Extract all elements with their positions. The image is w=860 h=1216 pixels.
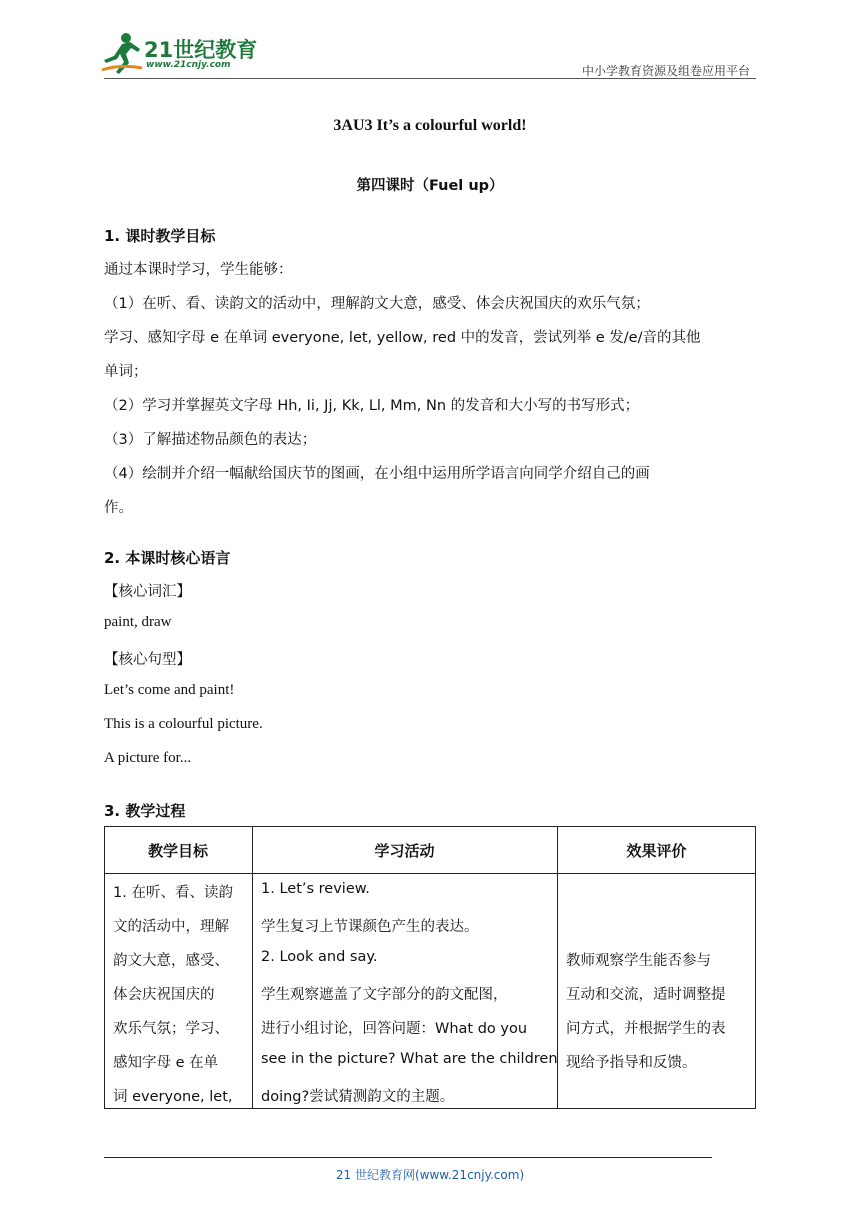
activity-cell-line: 1. Let’s review.: [261, 881, 370, 897]
section3-heading: 3. 教学过程: [104, 802, 186, 820]
site-logo: [100, 30, 270, 78]
table-header-goal: 教学目标: [147, 842, 208, 860]
section1-line: 通过本课时学习，学生能够：: [104, 262, 293, 278]
section1-line: （2）学习并掌握英文字母 Hh, Ii, Jj, Kk, Ll, Mm, Nn 的发音和大小写的书写形式；: [104, 398, 640, 414]
table-border: [104, 826, 105, 1109]
logo-url: www.21cnjy.com: [146, 60, 231, 70]
activity-cell-line: 进行小组讨论，回答问题：What do you: [261, 1021, 528, 1037]
core-sentence: This is a colourful picture.: [104, 716, 263, 732]
activity-cell-line: see in the picture? What are the children: [261, 1051, 558, 1067]
runner-icon: [100, 30, 144, 76]
evaluation-cell-line: 现给予指导和反馈。: [566, 1055, 697, 1071]
table-border: [755, 826, 756, 1109]
activity-cell-line: 学生观察遮盖了文字部分的韵文配图，: [261, 987, 508, 1003]
section1-line: （4）绘制并介绍一幅献给国庆节的图画，在小组中运用所学语言向同学介绍自己的画: [104, 466, 650, 482]
teaching-process-table: [104, 826, 756, 1109]
table-border: [104, 826, 756, 827]
goal-cell-line: 1. 在听、看、读韵: [113, 885, 233, 901]
activity-cell-line: doing?尝试猜测韵文的主题。: [261, 1089, 455, 1105]
header-platform-text: 中小学教育资源及组卷应用平台: [581, 64, 750, 78]
goal-cell-line: 韵文大意，感受、: [113, 953, 229, 969]
section1-line: 作。: [104, 500, 133, 516]
logo-text: 21世纪教育: [144, 38, 258, 62]
evaluation-cell-line: 问方式，并根据学生的表: [566, 1021, 726, 1037]
core-vocab: paint, draw: [104, 614, 172, 630]
section1-line: （3）了解描述物品颜色的表达；: [104, 432, 317, 448]
table-header-evaluation: 效果评价: [626, 842, 687, 860]
goal-cell-line: 词 everyone, let,: [113, 1089, 233, 1105]
activity-cell-line: 学生复习上节课颜色产生的表达。: [261, 919, 479, 935]
activity-cell-line: 2. Look and say.: [261, 949, 378, 965]
core-sentence: A picture for...: [104, 750, 192, 766]
footer-divider: [104, 1157, 712, 1158]
table-border: [104, 873, 756, 874]
section1-line: （1）在听、看、读韵文的活动中，理解韵文大意，感受、体会庆祝国庆的欢乐气氛；: [104, 296, 650, 312]
goal-cell-line: 欢乐气氛；学习、: [113, 1021, 229, 1037]
goal-cell-line: 感知字母 e 在单: [113, 1055, 219, 1071]
goal-cell-line: 体会庆祝国庆的: [113, 987, 215, 1003]
section2-heading: 2. 本课时核心语言: [104, 549, 231, 567]
evaluation-cell-line: 互动和交流，适时调整提: [566, 987, 726, 1003]
page-subtitle: 第四课时（Fuel up）: [356, 178, 504, 194]
footer-link[interactable]: 21 世纪教育网(www.21cnjy.com): [335, 1168, 525, 1182]
page-title: 3AU3 It’s a colourful world!: [333, 117, 527, 134]
core-sentence-label: 【核心句型】: [104, 652, 191, 668]
evaluation-cell-line: 教师观察学生能否参与: [566, 953, 711, 969]
section1-heading: 1. 课时教学目标: [104, 227, 216, 245]
header-divider: [104, 78, 756, 79]
section1-line: 学习、感知字母 e 在单词 everyone, let, yellow, red 中的发音，尝试列举 e 发/e/音的其他: [104, 330, 701, 346]
table-header-activity: 学习活动: [374, 842, 435, 860]
table-border: [104, 1108, 756, 1109]
goal-cell-line: 文的活动中，理解: [113, 919, 229, 935]
core-vocab-label: 【核心词汇】: [104, 584, 191, 600]
section1-line: 单词；: [104, 364, 148, 380]
core-sentence: Let’s come and paint!: [104, 682, 235, 698]
table-border: [252, 826, 253, 1109]
